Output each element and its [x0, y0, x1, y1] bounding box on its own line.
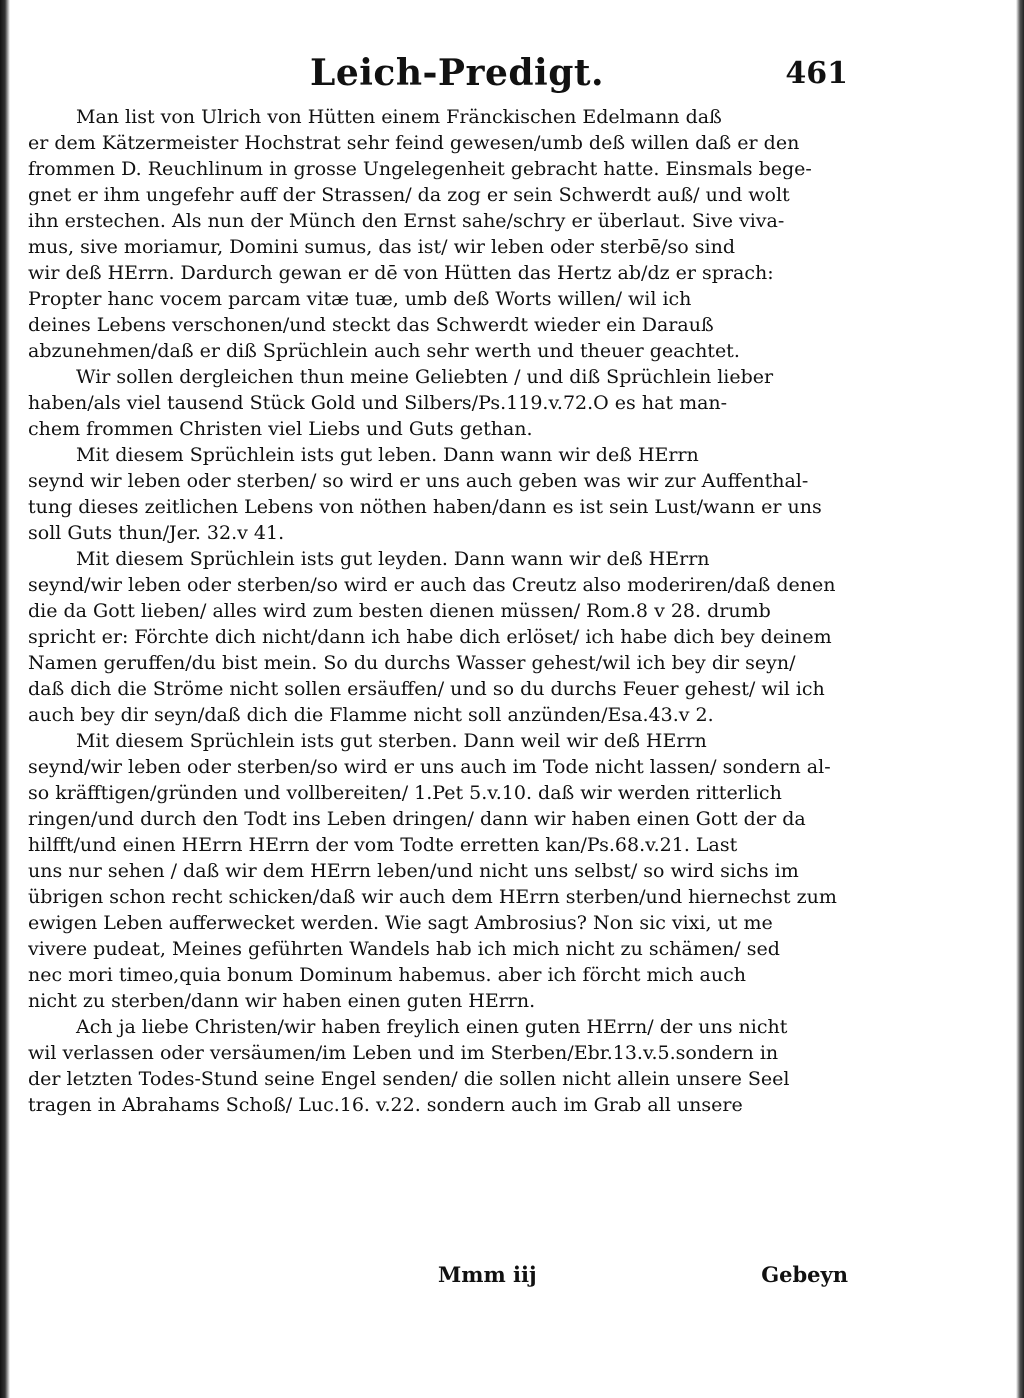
text-line: spricht er: Förchte dich nicht/dann ich habe dich erlöset/ ich habe dich bey deinem — [28, 626, 832, 648]
catchword: Gebeyn — [761, 1262, 848, 1287]
text-line: seynd/wir leben oder sterben/so wird er uns auch im Tode nicht lassen/ sondern al- — [28, 756, 831, 778]
text-line: deines Lebens verschonen/und steckt das Schwerdt wieder ein Darauß — [28, 314, 714, 336]
text-line: übrigen schon recht schicken/daß wir auch dem HErrn sterben/und hiernechst zum — [28, 886, 837, 908]
text-line: nec mori timeo,quia bonum Dominum habemus. aber ich förcht mich auch — [28, 964, 747, 986]
text-line: auch bey dir seyn/daß dich die Flamme nicht soll anzünden/Esa.43.v 2. — [28, 704, 714, 726]
text-line: Mit diesem Sprüchlein ists gut leyden. Dann wann wir deß HErrn — [76, 548, 710, 570]
text-line: Namen geruffen/du bist mein. So du durchs Wasser gehest/wil ich bey dir seyn/ — [28, 652, 796, 674]
text-line: Ach ja liebe Christen/wir haben freylich einen guten HErrn/ der uns nicht — [76, 1016, 788, 1038]
running-title: Leich-Predigt. — [310, 52, 605, 94]
text-line: daß dich die Ströme nicht sollen ersäuffen/ und so du durchs Feuer gehest/ wil ich — [28, 678, 825, 700]
text-line: Mit diesem Sprüchlein ists gut sterben. Dann weil wir deß HErrn — [76, 730, 707, 752]
page-footer — [28, 1262, 848, 1294]
text-line: frommen D. Reuchlinum in grosse Ungelegenheit gebracht hatte. Einsmals bege- — [28, 158, 812, 180]
text-line: haben/als viel tausend Stück Gold und Silbers/Ps.119.v.72.O es hat man- — [28, 392, 728, 414]
page-right-edge-shadow — [1016, 0, 1024, 1398]
text-line: abzunehmen/daß er diß Sprüchlein auch sehr werth und theuer geachtet. — [28, 340, 740, 362]
text-line: Man list von Ulrich von Hütten einem Fränckischen Edelmann daß — [76, 106, 722, 128]
text-line: ewigen Leben aufferwecket werden. Wie sagt Ambrosius? Non sic vixi, ut me — [28, 912, 773, 934]
text-line: der letzten Todes-Stund seine Engel senden/ die sollen nicht allein unsere Seel — [28, 1068, 790, 1090]
text-line: hilfft/und einen HErrn HErrn der vom Todte erretten kan/Ps.68.v.21. Last — [28, 834, 738, 856]
text-line: tung dieses zeitlichen Lebens von nöthen haben/dann es ist sein Lust/wann er uns — [28, 496, 822, 518]
text-line: mus, sive moriamur, Domini sumus, das ist/ wir leben oder sterbē/so sind — [28, 236, 735, 258]
signature-mark: Mmm iij — [438, 1262, 537, 1287]
text-line: nicht zu sterben/dann wir haben einen guten HErrn. — [28, 990, 536, 1012]
text-line: Mit diesem Sprüchlein ists gut leben. Dann wann wir deß HErrn — [76, 444, 699, 466]
page-header — [28, 52, 848, 102]
text-line: uns nur sehen / daß wir dem HErrn leben/und nicht uns selbst/ so wird sichs im — [28, 860, 799, 882]
text-line: ringen/und durch den Todt ins Leben dringen/ dann wir haben einen Gott der da — [28, 808, 806, 830]
text-line: Wir sollen dergleichen thun meine Geliebten / und diß Sprüchlein lieber — [76, 366, 774, 388]
text-line: chem frommen Christen viel Liebs und Guts gethan. — [28, 418, 533, 440]
text-line: gnet er ihm ungefehr auff der Strassen/ da zog er sein Schwerdt auß/ und wolt — [28, 184, 790, 206]
text-line: ihn erstechen. Als nun der Münch den Ernst sahe/schry er überlaut. Sive viva- — [28, 210, 785, 232]
page-number: 461 — [785, 56, 848, 91]
text-line: tragen in Abrahams Schoß/ Luc.16. v.22. sondern auch im Grab all unsere — [28, 1094, 743, 1116]
text-line: vivere pudeat, Meines geführten Wandels hab ich mich nicht zu schämen/ sed — [28, 938, 780, 960]
text-line: die da Gott lieben/ alles wird zum besten dienen müssen/ Rom.8 v 28. drumb — [28, 600, 771, 622]
text-line: so kräfftigen/gründen und vollbereiten/ 1.Pet 5.v.10. daß wir werden ritterlich — [28, 782, 782, 804]
text-line: seynd wir leben oder sterben/ so wird er uns auch geben was wir zur Auffenthal- — [28, 470, 809, 492]
text-line: soll Guts thun/Jer. 32.v 41. — [28, 522, 285, 544]
body-text — [28, 104, 848, 1118]
text-line: Propter hanc vocem parcam vitæ tuæ, umb deß Worts willen/ wil ich — [28, 288, 692, 310]
text-line: wir deß HErrn. Dardurch gewan er dē von Hütten das Hertz ab/dz er sprach: — [28, 262, 774, 284]
text-line: seynd/wir leben oder sterben/so wird er auch das Creutz also moderiren/daß denen — [28, 574, 836, 596]
text-line: wil verlassen oder versäumen/im Leben und im Sterben/Ebr.13.v.5.sondern in — [28, 1042, 779, 1064]
text-line: er dem Kätzermeister Hochstrat sehr feind gewesen/umb deß willen daß er den — [28, 132, 800, 154]
page-left-edge-shadow — [0, 0, 10, 1398]
